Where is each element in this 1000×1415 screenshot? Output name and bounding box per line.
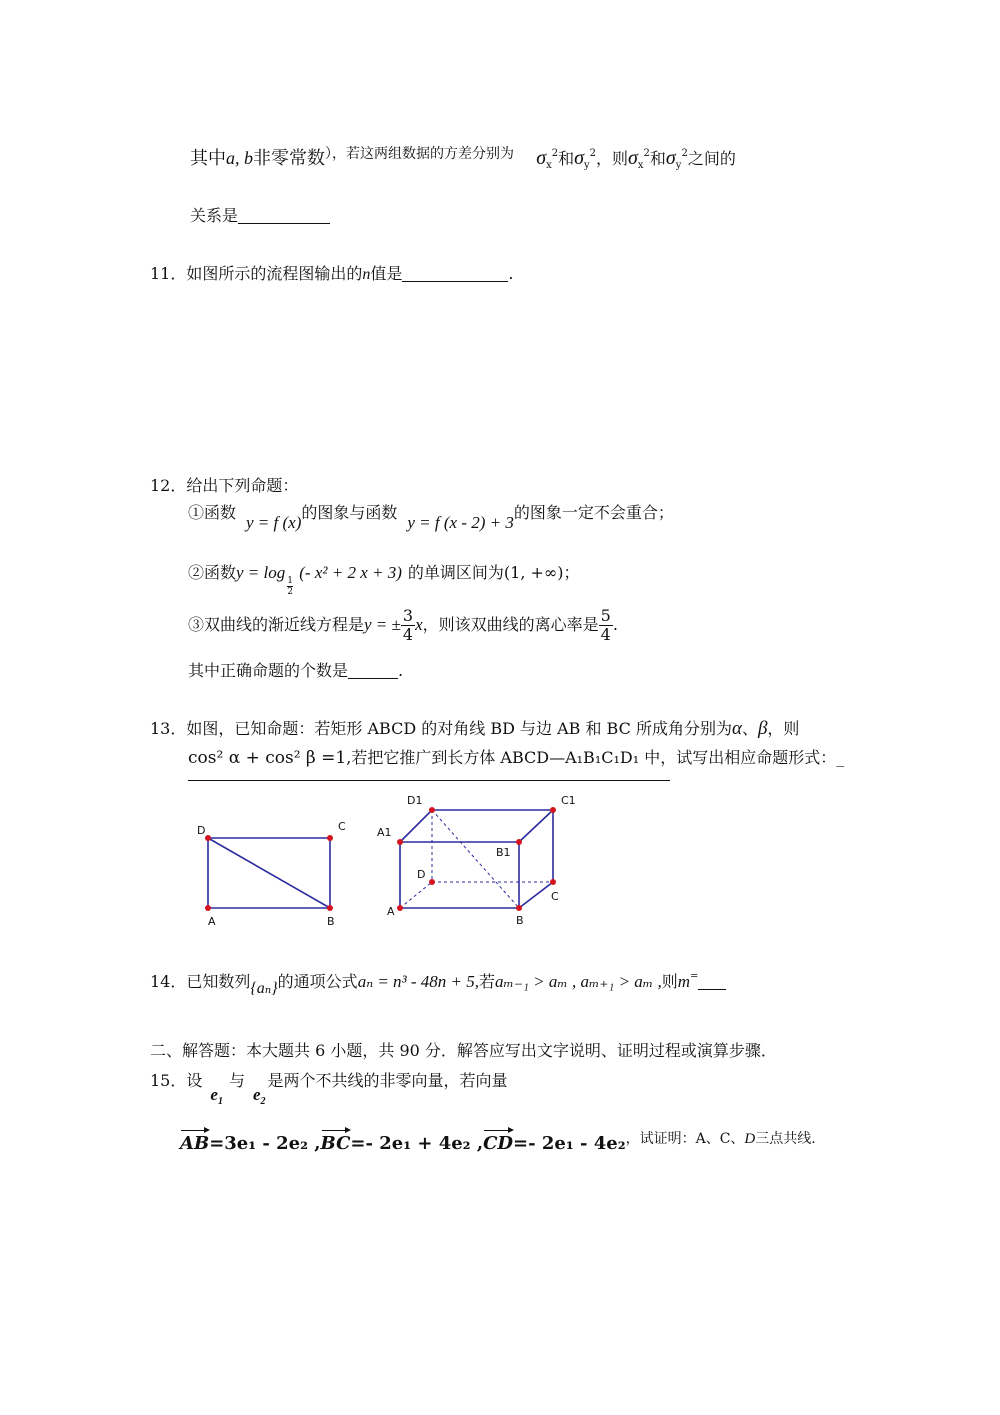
box-label-a: A	[387, 905, 395, 918]
zhijian: 之间的	[687, 149, 736, 168]
q15-e1-sub: 1	[217, 1096, 223, 1107]
q12-p3-a: ③双曲线的渐近线方程是	[188, 615, 365, 634]
q15-d: D	[744, 1131, 756, 1147]
box-label-b1: B1	[496, 846, 511, 859]
sq-1: 2	[551, 148, 559, 159]
q12-answer-blank[interactable]	[348, 662, 398, 679]
q12-prop2	[188, 560, 580, 597]
q12-p2-c: ；	[563, 563, 580, 582]
q12-p3-eq: y = ±	[364, 615, 401, 634]
q13-line1	[150, 716, 799, 740]
q13-alpha: α	[731, 718, 742, 739]
q15-text-b: 是两个不共线的非零向量，若向量	[267, 1071, 508, 1090]
q15-yu: 与	[228, 1071, 245, 1090]
rect-label-b: B	[327, 915, 335, 928]
cuboid-hidden-ad	[400, 882, 432, 908]
point-a	[205, 905, 211, 911]
q11-text-b: 值是	[370, 264, 403, 283]
q11-text-a: 如图所示的流程图输出的	[186, 264, 363, 283]
q14-seq: {aₙ}	[250, 980, 278, 997]
point-c	[327, 835, 333, 841]
q10-ab: a, b	[226, 148, 253, 168]
q10-answer-blank[interactable]	[238, 207, 330, 224]
q12-prop3	[188, 607, 618, 644]
q13-number: 13．	[150, 719, 187, 738]
point-b-cuboid	[516, 905, 522, 911]
sub-y-2: y	[675, 160, 682, 171]
sigma-y-1: σ	[574, 147, 584, 169]
box-label-a1: A1	[377, 826, 392, 839]
q10-text-a: 其中	[190, 148, 226, 169]
sigma-x-2: σ	[628, 147, 638, 169]
q13-line2	[188, 745, 844, 768]
q12-p3-end: .	[612, 615, 618, 634]
q15-line2	[180, 1128, 816, 1154]
q11-end: .	[508, 264, 514, 283]
q15-text-a: 设	[186, 1071, 203, 1090]
q14-number: 14．	[150, 972, 187, 991]
q12-p3-b: ，则该双曲线的离心率是	[422, 615, 599, 634]
q12-p1-c: 的图象一定不会重合；	[513, 503, 674, 522]
q12-p1-a: ①函数	[188, 503, 237, 522]
box-label-c: C	[551, 890, 559, 903]
q12-last-a: 其中正确命题的个数是	[188, 661, 349, 680]
q13-figures	[190, 790, 600, 930]
q15-e1	[210, 1085, 223, 1107]
q11-answer-blank[interactable]	[402, 265, 508, 282]
q14-eq: =	[690, 971, 699, 982]
q11-number: 11．	[150, 264, 187, 283]
q13-answer-line[interactable]	[188, 780, 670, 781]
point-a-cuboid	[397, 905, 403, 911]
q12-last-b: .	[398, 661, 404, 680]
q12-header	[150, 473, 298, 496]
q12-p2-arg: (- x² + 2 x + 3)	[299, 563, 402, 582]
q12-p2-b: 的单调区间为	[407, 563, 504, 582]
q12-p3-den: 4	[402, 625, 414, 644]
q15-text-d: 三点共线.	[755, 1131, 816, 1147]
box-label-d: D	[417, 868, 426, 881]
sq-2: 2	[589, 148, 596, 159]
point-b1	[516, 839, 522, 845]
vector-ab: AB	[180, 1133, 210, 1154]
rect-diagonal-db	[208, 838, 330, 908]
q14-text-a: 已知数列	[186, 972, 251, 991]
cuboid-figure	[377, 794, 576, 927]
q15-cd-rhs: =- 2e₁ - 4e₂	[513, 1133, 626, 1154]
sq-4: 2	[681, 148, 688, 159]
q14-formula: aₙ = n³ - 48n + 5,	[357, 972, 480, 991]
point-b	[327, 905, 333, 911]
q15-line1	[150, 1068, 508, 1107]
point-a1	[397, 839, 403, 845]
point-d1	[429, 807, 435, 813]
q12-p2-base-num: 1	[287, 576, 293, 586]
q12-p3-efrac	[599, 607, 613, 644]
sq-3: 2	[643, 148, 650, 159]
q14	[150, 969, 726, 997]
cuboid-edge-bc	[519, 882, 553, 908]
q11-var: n	[362, 266, 371, 283]
sub-x-1: x	[546, 160, 552, 171]
sigma-x-1: σ	[536, 147, 547, 169]
box-label-d1: D1	[407, 794, 423, 807]
he-2: 和	[649, 149, 666, 168]
q12-p2-a: ②函数	[188, 563, 237, 582]
q10-line1	[190, 143, 736, 171]
sub-x-2: x	[637, 160, 644, 171]
box-label-c1: C1	[561, 794, 576, 807]
box-label-b: B	[516, 914, 524, 927]
q12-p3-num: 3	[402, 606, 414, 625]
he-1: 和	[558, 149, 575, 168]
rect-label-a: A	[208, 915, 216, 928]
q15-e1-letter: e	[210, 1085, 218, 1104]
point-d-cuboid	[429, 879, 435, 885]
q12-p1-f2: y = f (x - 2) + 3	[407, 513, 514, 532]
q12-p3-x: x	[415, 615, 423, 634]
section2-title: 二、解答题：本大题共 6 小题，共 90 分．解答应写出文字说明、证明过程或演算步骤．	[150, 1041, 777, 1060]
q13-beta: β	[757, 718, 768, 739]
q10-relation-label: 关系是	[190, 206, 239, 225]
q12-intro: 给出下列命题：	[186, 476, 299, 495]
q12-last	[188, 658, 403, 681]
cuboid-diagonal-d1b	[432, 810, 519, 908]
q15-number: 15．	[150, 1071, 187, 1090]
sub-y-1: y	[583, 160, 590, 171]
ze: ，则	[596, 149, 629, 168]
q12-p3-frac	[401, 607, 415, 644]
q12-number: 12．	[150, 476, 187, 495]
vector-bc: BC	[320, 1133, 351, 1154]
point-d	[205, 835, 211, 841]
q12-p3-e-den: 4	[600, 625, 611, 644]
q13-formula: cos² α + cos² β =1	[188, 748, 347, 768]
sigma-y-2: σ	[665, 147, 676, 169]
q15-e2-letter: e	[252, 1085, 261, 1104]
q13-line1-end: ，则	[767, 719, 800, 738]
q10-line2	[190, 203, 330, 226]
q10-text-b: 非零常数	[253, 148, 325, 169]
q10-text-c: ），若这两组数据的方差分别为	[325, 146, 514, 162]
rect-label-d: D	[197, 824, 206, 837]
rectangle-figure	[197, 820, 346, 928]
q14-text-b: 的通项公式	[277, 972, 358, 991]
point-c-cuboid	[550, 879, 556, 885]
q15-e2-sub: 2	[260, 1096, 266, 1107]
point-c1	[550, 807, 556, 813]
q13-line1-text: 如图，已知命题：若矩形 ABCD 的对角线 BD 与边 AB 和 BC 所成角分别为	[186, 719, 732, 738]
vector-cd: CD	[483, 1133, 514, 1154]
q14-text-c: 若	[479, 972, 496, 991]
cuboid-edge-b1c1	[519, 810, 553, 842]
rect-label-c: C	[338, 820, 346, 833]
q12-p2-f: y = log	[236, 563, 286, 582]
q13-line2-text: ,若把它推广到长方体 ABCD—A₁B₁C₁D₁ 中，试写出相应命题形式：_	[346, 748, 845, 767]
q14-cond: aₘ₋₁ > aₘ , aₘ₊₁ > aₘ ,	[495, 972, 662, 991]
q12-p1-f1: y = f (x)	[246, 513, 302, 532]
q14-text-d: 则	[661, 972, 678, 991]
q12-p2-base-den: 2	[287, 587, 293, 597]
q12-p2-interval: (1, +∞)	[503, 563, 564, 582]
q12-prop1	[188, 500, 674, 532]
q12-p3-e-num: 5	[600, 606, 611, 625]
cuboid-edge-a1d1	[400, 810, 432, 842]
q15-text-c: ，试证明：A、C、	[625, 1131, 745, 1147]
q12-p1-b: 的图象与函数	[301, 503, 398, 522]
q13-comma: 、	[741, 719, 758, 738]
q15-bc-rhs: =- 2e₁ + 4e₂ ,	[350, 1133, 484, 1154]
q11	[150, 261, 514, 284]
q15-ab-rhs: =3e₁ - 2e₂ ,	[209, 1133, 321, 1154]
q14-answer-blank[interactable]	[698, 981, 726, 990]
q14-var: m	[677, 972, 691, 991]
q15-e2	[252, 1085, 266, 1107]
